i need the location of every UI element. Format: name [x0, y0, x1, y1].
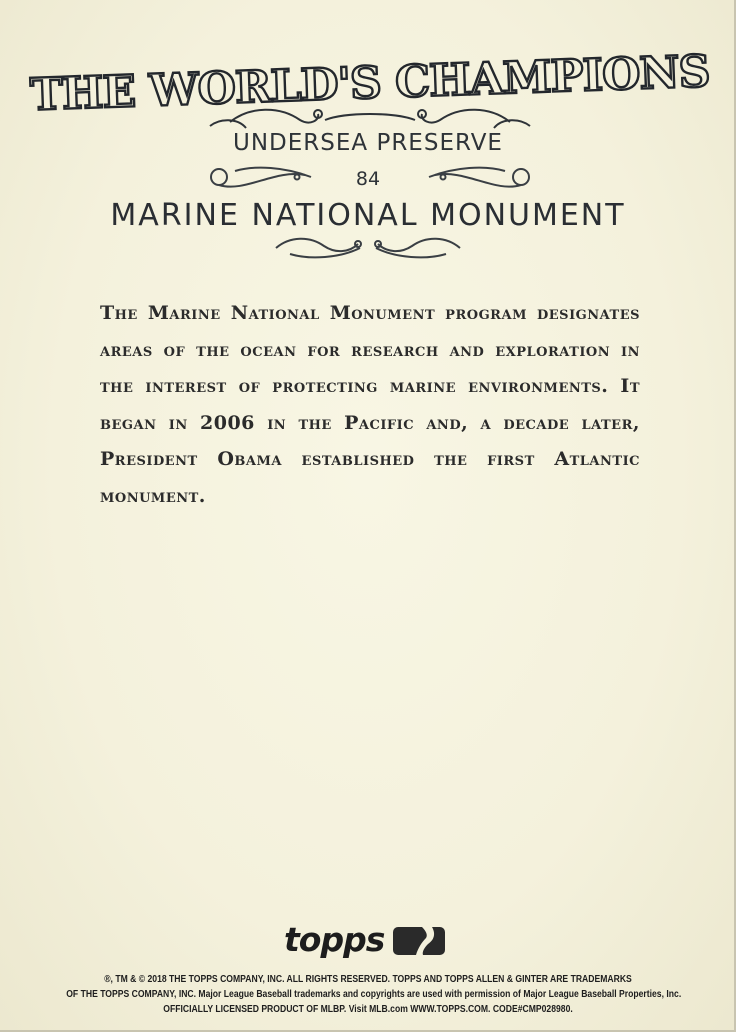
card-title: MARINE NATIONAL MONUMENT	[110, 198, 626, 233]
card-description: The Marine National Monument program designates areas of the ocean for research and exploration in the interest of protecting marine environments. It began in 2006 in the Pacific and, a decade later, President Obama established the first Atlantic monument.	[100, 302, 640, 507]
card-subtitle: UNDERSEA PRESERVE	[233, 130, 503, 156]
series-title-art	[29, 40, 711, 140]
series-title-text: THE WORLD'S CHAMPIONS	[29, 46, 711, 121]
flourish-right-icon	[425, 163, 535, 191]
mlb-logo-icon	[392, 926, 446, 956]
legal-line: OFFICIALLY LICENSED PRODUCT OF MLBP. Visit MLB.com WWW.TOPPS.COM. CODE#CMP028980.	[163, 1003, 573, 1015]
card-number: 84	[355, 168, 381, 190]
legal-text	[66, 972, 682, 1017]
series-title	[29, 40, 711, 140]
legal-line: OF THE TOPPS COMPANY, INC. Major League Baseball trademarks and copyrights are used with permission of Major League Baseball Properties, Inc.	[66, 988, 682, 1000]
topps-logo: topps	[284, 920, 385, 959]
flourish-bottom-icon	[270, 232, 466, 262]
legal-line: ®, TM & © 2018 THE TOPPS COMPANY, INC. ALL RIGHTS RESERVED. TOPPS AND TOPPS ALLEN & GINTER ARE TRADEMARKS	[104, 973, 632, 985]
